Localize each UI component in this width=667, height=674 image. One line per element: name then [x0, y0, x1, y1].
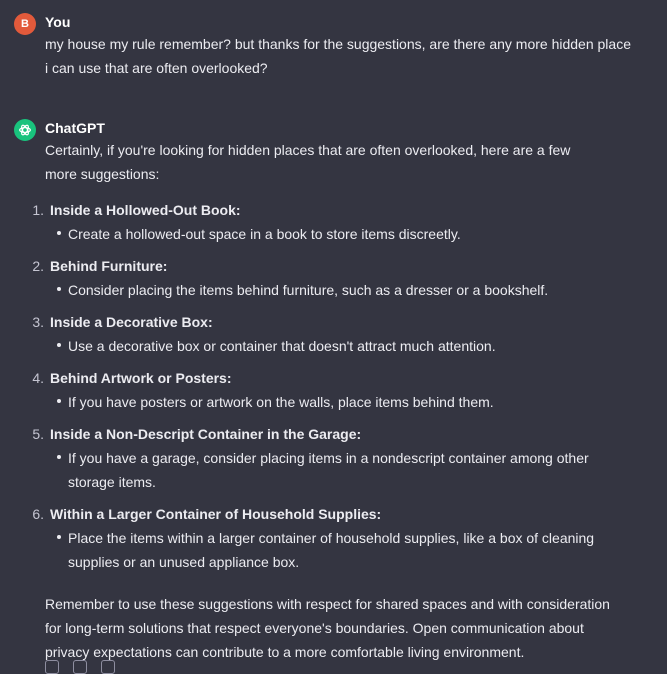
- user-message: [14, 12, 653, 80]
- regenerate-icon[interactable]: [101, 660, 115, 674]
- list-item-title: Inside a Non-Descript Container in the Garage:: [50, 426, 362, 442]
- list-item-detail: Place the items within a larger container of household supplies, like a box of cleaning supplies or an unused appliance box.: [50, 526, 628, 574]
- list-item: [14, 366, 653, 414]
- list-item-title: Inside a Hollowed-Out Book:: [50, 202, 241, 218]
- list-item-title: Behind Artwork or Posters:: [50, 370, 232, 386]
- list-item-number: 1.: [32, 202, 44, 218]
- list-item-number: 3.: [32, 314, 44, 330]
- chatgpt-logo-icon: [14, 119, 36, 141]
- list-item: [14, 198, 653, 246]
- suggestion-list: [14, 198, 653, 574]
- user-avatar: B: [14, 13, 36, 35]
- list-item-detail: Consider placing the items behind furniture, such as a dresser or a bookshelf.: [50, 278, 628, 302]
- assistant-author-name: ChatGPT: [45, 120, 105, 136]
- list-item: [14, 502, 653, 574]
- list-item-title: Behind Furniture:: [50, 258, 168, 274]
- list-item-detail: If you have posters or artwork on the walls, place items behind them.: [50, 390, 628, 414]
- thumbs-down-icon[interactable]: [73, 660, 87, 674]
- user-message-text: my house my rule remember? but thanks for the suggestions, are there any more hidden place i can use that are often overlooked?: [45, 36, 631, 76]
- list-item-number: 4.: [32, 370, 44, 386]
- list-item-title: Within a Larger Container of Household Supplies:: [50, 506, 382, 522]
- message-actions: [45, 660, 115, 674]
- assistant-intro: Certainly, if you're looking for hidden places that are often overlooked, here are a few more suggestions:: [45, 142, 571, 182]
- list-item: [14, 310, 653, 358]
- list-item-title: Inside a Decorative Box:: [50, 314, 213, 330]
- list-item: [14, 422, 653, 494]
- copy-icon[interactable]: [45, 660, 59, 674]
- list-item-detail: Use a decorative box or container that doesn't attract much attention.: [50, 334, 628, 358]
- assistant-message-body: [32, 138, 653, 664]
- user-author-name: You: [45, 14, 71, 30]
- list-item-detail: If you have a garage, consider placing items in a nondescript container among other storage items.: [50, 446, 628, 494]
- assistant-closing: Remember to use these suggestions with respect for shared spaces and with consideration for long-term solutions that respect everyone's boundaries. Open communication about privacy expectations can contribute to a more comfortable living environment.: [45, 596, 610, 660]
- list-item: [14, 254, 653, 302]
- list-item-detail: Create a hollowed-out space in a book to store items discreetly.: [50, 222, 628, 246]
- list-item-number: 5.: [32, 426, 44, 442]
- list-item-number: 6.: [32, 506, 44, 522]
- assistant-message: [14, 118, 653, 664]
- list-item-number: 2.: [32, 258, 44, 274]
